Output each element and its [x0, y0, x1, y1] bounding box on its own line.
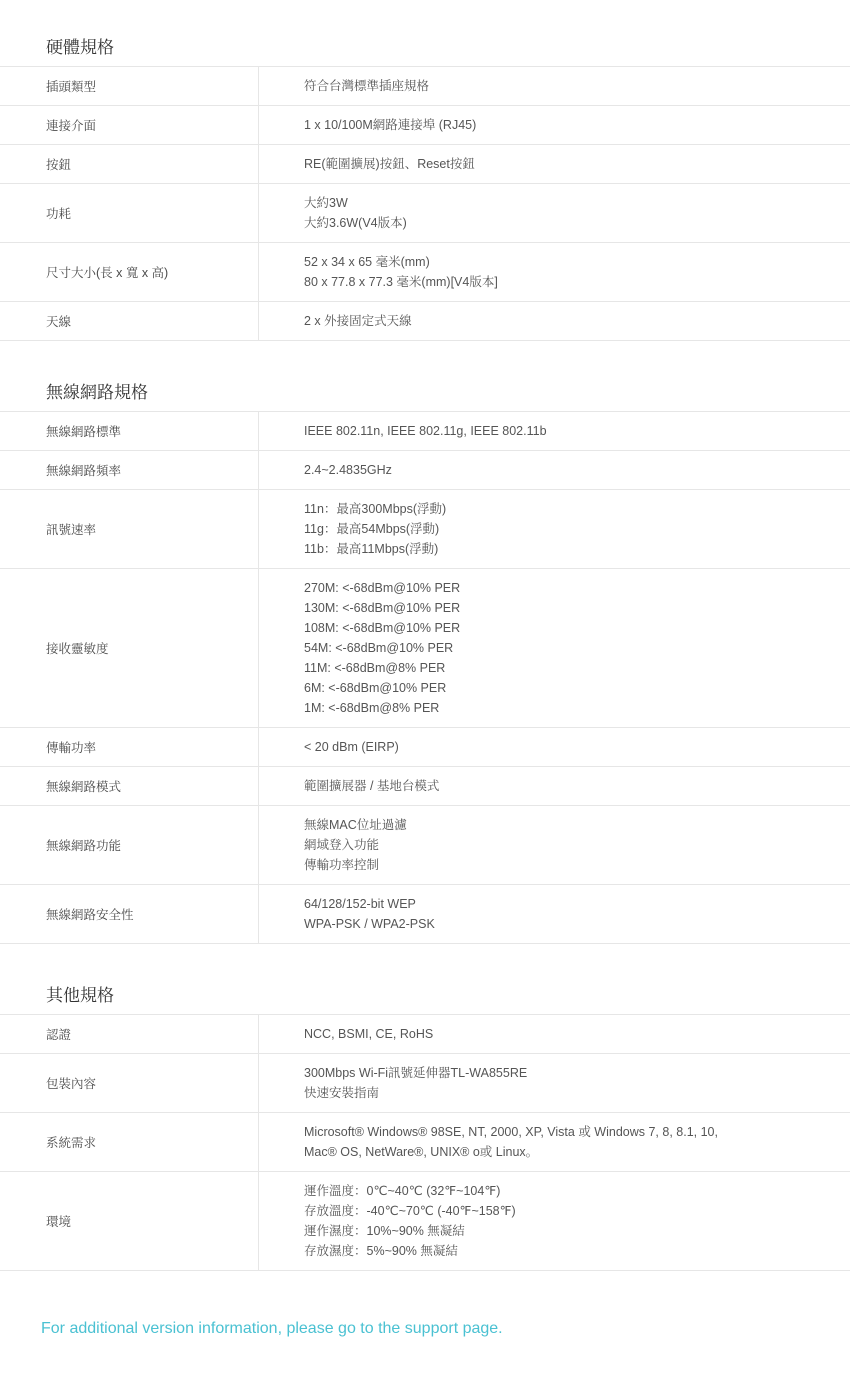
spec-value-line: RE(範圍擴展)按鈕、Reset按鈕 — [304, 157, 475, 171]
spec-label: 無線網路模式 — [0, 767, 259, 805]
support-link[interactable]: For additional version information, please go to the support page. — [41, 1320, 503, 1337]
spec-value-line: Microsoft® Windows® 98SE, NT, 2000, XP, Vista 或 Windows 7, 8, 8.1, 10, — [304, 1125, 718, 1139]
spec-value-line: Mac® OS, NetWare®, UNIX® o或 Linux。 — [304, 1145, 539, 1159]
spec-value-line: 300Mbps Wi-Fi訊號延伸器TL-WA855RE — [304, 1066, 528, 1080]
spec-row — [0, 67, 850, 106]
spec-label: 環境 — [0, 1172, 259, 1270]
spec-label: 訊號速率 — [0, 490, 259, 568]
spec-row — [0, 451, 850, 490]
spec-table — [0, 411, 850, 944]
spec-label: 功耗 — [0, 184, 259, 242]
spec-value-line: 11b：最高11Mbps(浮動) — [304, 542, 439, 556]
spec-label: 連接介面 — [0, 106, 259, 144]
spec-row — [0, 806, 850, 885]
spec-label: 無線網路功能 — [0, 806, 259, 884]
spec-table — [0, 1014, 850, 1271]
spec-row — [0, 1054, 850, 1113]
spec-value-line: 無線MAC位址過濾 — [304, 818, 407, 832]
spec-value-line: 存放溫度：-40℃~70℃ (-40℉~158℉) — [304, 1204, 516, 1218]
spec-label: 尺寸大小(長 x 寬 x 高) — [0, 243, 259, 301]
hardware-section — [0, 30, 850, 341]
spec-value — [259, 1172, 850, 1270]
spec-value — [259, 243, 850, 301]
spec-row — [0, 302, 850, 341]
spec-value-line: 11M: <-68dBm@8% PER — [304, 661, 446, 675]
spec-value — [259, 145, 850, 183]
spec-row — [0, 1113, 850, 1172]
spec-value-line: 80 x 77.8 x 77.3 毫米(mm)[V4版本] — [304, 275, 498, 289]
spec-value-line: 運作溫度：0℃~40℃ (32℉~104℉) — [304, 1184, 501, 1198]
spec-value-line: WPA-PSK / WPA2-PSK — [304, 917, 435, 931]
spec-table — [0, 66, 850, 341]
spec-value-line: 270M: <-68dBm@10% PER — [304, 581, 461, 595]
wireless-section — [0, 375, 850, 944]
spec-label: 無線網路安全性 — [0, 885, 259, 943]
spec-value — [259, 490, 850, 568]
spec-value-line: 大約3.6W(V4版本) — [304, 216, 407, 230]
spec-value-line: IEEE 802.11n, IEEE 802.11g, IEEE 802.11b — [304, 424, 547, 438]
spec-value-line: 1 x 10/100M網路連接埠 (RJ45) — [304, 118, 477, 132]
spec-value-line: 2 x 外接固定式天線 — [304, 314, 412, 328]
spec-value-line: 範圍擴展器 / 基地台模式 — [304, 779, 440, 793]
spec-label: 無線網路頻率 — [0, 451, 259, 489]
spec-value — [259, 1015, 850, 1053]
spec-value — [259, 106, 850, 144]
spec-value — [259, 569, 850, 727]
spec-value-line: 存放濕度：5%~90% 無凝結 — [304, 1244, 458, 1258]
spec-row — [0, 145, 850, 184]
spec-label: 傳輸功率 — [0, 728, 259, 766]
spec-label: 系統需求 — [0, 1113, 259, 1171]
spec-label: 無線網路標準 — [0, 412, 259, 450]
spec-value-line: < 20 dBm (EIRP) — [304, 740, 399, 754]
spec-value-line: 運作濕度：10%~90% 無凝結 — [304, 1224, 465, 1238]
spec-value — [259, 885, 850, 943]
spec-label: 包裝內容 — [0, 1054, 259, 1112]
spec-value — [259, 806, 850, 884]
spec-row — [0, 1172, 850, 1271]
spec-label: 插頭類型 — [0, 67, 259, 105]
spec-value-line: NCC, BSMI, CE, RoHS — [304, 1027, 434, 1041]
spec-label: 接收靈敏度 — [0, 569, 259, 727]
spec-value-line: 11g：最高54Mbps(浮動) — [304, 522, 440, 536]
spec-row — [0, 728, 850, 767]
spec-value-line: 傳輸功率控制 — [304, 858, 380, 872]
spec-row — [0, 885, 850, 944]
spec-value — [259, 67, 850, 105]
spec-row — [0, 490, 850, 569]
spec-value — [259, 451, 850, 489]
spec-value — [259, 412, 850, 450]
spec-value-line: 108M: <-68dBm@10% PER — [304, 621, 461, 635]
spec-value — [259, 767, 850, 805]
spec-label: 認證 — [0, 1015, 259, 1053]
spec-label: 按鈕 — [0, 145, 259, 183]
spec-row — [0, 1015, 850, 1054]
spec-value — [259, 728, 850, 766]
spec-value-line: 符合台灣標準插座規格 — [304, 79, 430, 93]
spec-value — [259, 302, 850, 340]
spec-value-line: 6M: <-68dBm@10% PER — [304, 681, 447, 695]
spec-row — [0, 569, 850, 728]
spec-value-line: 快速安裝指南 — [304, 1086, 380, 1100]
section-title: 無線網路規格 — [46, 383, 148, 402]
spec-value-line: 1M: <-68dBm@8% PER — [304, 701, 440, 715]
other-section — [0, 978, 850, 1271]
spec-row — [0, 412, 850, 451]
spec-row — [0, 243, 850, 302]
spec-value-line: 52 x 34 x 65 毫米(mm) — [304, 255, 430, 269]
spec-label: 天線 — [0, 302, 259, 340]
section-title: 其他規格 — [46, 986, 114, 1005]
spec-value — [259, 1113, 850, 1171]
spec-row — [0, 184, 850, 243]
section-title: 硬體規格 — [46, 38, 114, 57]
spec-value-line: 大約3W — [304, 196, 348, 210]
spec-row — [0, 767, 850, 806]
spec-value — [259, 1054, 850, 1112]
spec-value-line: 130M: <-68dBm@10% PER — [304, 601, 461, 615]
spec-value-line: 64/128/152-bit WEP — [304, 897, 416, 911]
spec-value-line: 2.4~2.4835GHz — [304, 463, 392, 477]
spec-row — [0, 106, 850, 145]
spec-value-line: 54M: <-68dBm@10% PER — [304, 641, 454, 655]
spec-value — [259, 184, 850, 242]
spec-value-line: 11n：最高300Mbps(浮動) — [304, 502, 447, 516]
spec-value-line: 網域登入功能 — [304, 838, 380, 852]
